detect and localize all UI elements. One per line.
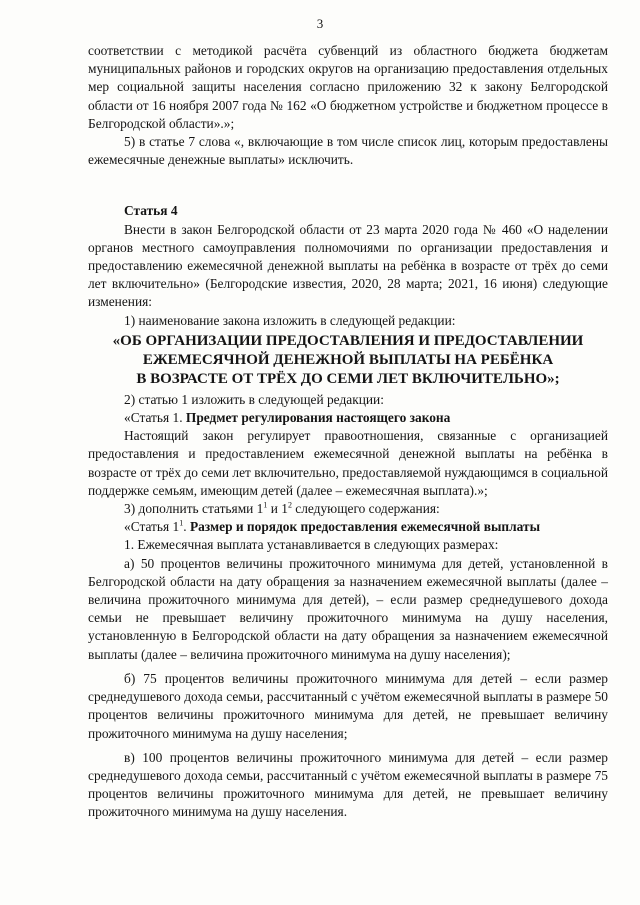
spacer: [88, 169, 608, 202]
paragraph-item-1: 1) наименование закона изложить в следующей редакции:: [124, 312, 456, 328]
paragraph-size-c: в) 100 процентов величины прожиточного минимума для детей – если размер среднедушевого дохода семьи, рассчитанный с учётом ежемесячной выплаты в размере 75 процентов величины прожиточного минимума для детей, не превышает величину прожиточного минимума на душу населения.: [88, 749, 608, 820]
paragraph-sizes-intro: 1. Ежемесячная выплата устанавливается в следующих размерах:: [124, 537, 499, 553]
paragraph-continuation: соответствии с методикой расчёта субвенций из областного бюджета бюджетам муниципальных районов и городских округов на организацию предоставления отдельных мер социальной защиты населения согласно приложению 32 к закону Белгородской области от 16 ноября 2007 года № 162 «О бюджетном устройстве и бюджетном процессе в Белгородской области».»;: [88, 43, 608, 131]
article-1-title: Предмет регулирования настоящего закона: [185, 410, 451, 426]
paragraph-item-3: [88, 500, 608, 518]
article-heading: Статья 4: [124, 203, 178, 219]
item-3-sup-2: 2: [287, 500, 292, 510]
article-1-1-sup: 1: [179, 518, 184, 528]
item-3-text-c: следующего содержания:: [291, 501, 440, 517]
law-title-block: [88, 332, 608, 389]
article-1-1-prefix: «Статья 1: [124, 519, 180, 535]
article-1-1-title: Размер и порядок предоставления ежемесячной выплаты: [189, 519, 541, 535]
article-1-prefix: «Статья 1.: [124, 410, 186, 426]
item-3-sup-1: 1: [263, 500, 268, 510]
paragraph-article-1-text: Настоящий закон регулирует правоотношения, связанные с организацией предоставления и предоставлением ежемесячной денежной выплаты на ребёнка в возрасте от трёх до семи лет включительно, предоставляемой нуждающимся в социальной поддержке семьям, имеющим детей (далее – ежемесячная выплата).»;: [88, 428, 608, 498]
paragraph-item-2: 2) статью 1 изложить в следующей редакции:: [124, 391, 384, 407]
paragraph-size-a: а) 50 процентов величины прожиточного минимума для детей, установленной в Белгородской области на дату обращения за назначением ежемесячной выплаты (далее – величина прожиточного минимума для детей), – если размер среднедушевого дохода семьи не превышает величину прожиточного минимума на душу населения, установленную в Белгородской области на дату обращения за назначением ежемесячной выплаты (далее – величина прожиточного минимума на душу населения);: [88, 555, 608, 662]
article-1-1-dot: .: [183, 519, 190, 535]
article-1-heading: [88, 409, 608, 427]
paragraph-amendment-intro: Внести в закон Белгородской области от 23 марта 2020 года № 460 «О наделении органов местного самоуправления полномочиями по организации предоставления и предоставлению ежемесячной денежной выплаты на ребёнка в возрасте от трёх до семи лет включительно» (Белгородские известия, 2020, 28 марта; 2021, 16 июня) следующие изменения:: [88, 221, 608, 310]
document-body: [88, 42, 608, 822]
page-number: 3: [316, 16, 324, 31]
paragraph-item-5: 5) в статье 7 слова «, включающие в том числе список лиц, которым предоставлены ежемесячные денежные выплаты» исключить.: [88, 134, 608, 168]
item-3-text-a: 3) дополнить статьями 1: [124, 501, 264, 517]
item-3-text-b: и 1: [267, 501, 288, 517]
law-title-line-2: ЕЖЕМЕСЯЧНОЙ ДЕНЕЖНОЙ ВЫПЛАТЫ НА РЕБЁНКА: [142, 351, 554, 368]
paragraph-size-b: б) 75 процентов величины прожиточного минимума для детей – если размер среднедушевого дохода семьи, рассчитанный с учётом ежемесячной выплаты в размере 50 процентов величины прожиточного минимума для детей, не превышает величину прожиточного минимума на душу населения;: [88, 670, 608, 741]
article-1-1-heading: [88, 518, 608, 536]
law-title-line-3: В ВОЗРАСТЕ ОТ ТРЁХ ДО СЕМИ ЛЕТ ВКЛЮЧИТЕЛЬНО»;: [136, 370, 560, 387]
law-title-line-1: «ОБ ОРГАНИЗАЦИИ ПРЕДОСТАВЛЕНИЯ И ПРЕДОСТАВЛЕНИИ: [112, 332, 584, 349]
